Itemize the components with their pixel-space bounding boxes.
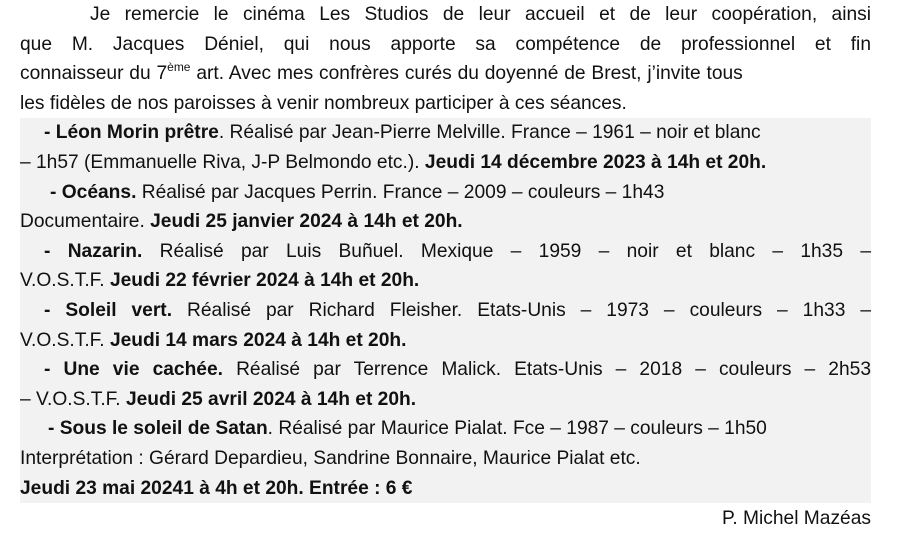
film-title: Sous le soleil de Satan [59,418,268,440]
screening-date: Jeudi 14 mars 2024 à 14h et 20h. [109,329,407,351]
intro-line-1 [20,0,871,30]
film-entry-line [20,148,871,178]
list-dash: - [48,418,60,440]
film-entry-line [20,414,871,444]
film-entry-line [20,178,871,208]
intro-line-3 [20,59,871,89]
intro-text: Je remercie le cinéma Les Studios de leur accueil et de leur coopération, ainsi [90,4,871,25]
film-entry-line [20,474,871,504]
film-entry-line [20,326,871,356]
list-dash: - [44,122,56,144]
film-entry-line [20,266,871,296]
intro-text: les fidèles de nos paroisses à venir nombreux participer à ces séances. [20,92,627,114]
film-entry-line [20,118,871,148]
list-dash: - [44,299,66,321]
film-title: Une vie cachée. [63,359,223,381]
film-entry-line [20,207,871,237]
film-description: Réalisé par Jacques Perrin. France – 2009 – couleurs – 1h43 [136,181,665,203]
film-description: . Réalisé par Maurice Pialat. Fce – 1987 – couleurs – 1h50 [267,418,767,440]
list-dash: - [44,240,68,262]
film-description: – V.O.S.T.F. [20,388,126,410]
list-dash: - [44,359,64,381]
document-body [20,0,871,503]
film-description: Documentaire. [20,211,151,233]
film-entry-line [20,385,871,415]
film-entry-line [20,296,871,326]
superscript: ème [167,60,191,75]
film-entry-line [20,237,871,267]
film-title: Océans. [61,181,137,203]
film-description: V.O.S.T.F. [20,270,110,292]
list-dash: - [50,181,62,203]
screening-date: Jeudi 14 décembre 2023 à 14h et 20h. [424,151,767,173]
film-description: . Réalisé par Jean-Pierre Melville. France – 1961 – noir et blanc [218,122,761,144]
film-title: Léon Morin prêtre [55,122,219,144]
signature: P. Michel Mazéas [722,508,871,529]
film-description: Interprétation : Gérard Depardieu, Sandrine Bonnaire, Maurice Pialat etc. [20,447,641,469]
film-entry-line [20,355,871,385]
screening-date: Jeudi 22 février 2024 à 14h et 20h. [109,270,420,292]
film-description: V.O.S.T.F. [20,329,110,351]
film-description: Réalisé par Richard Fleisher. Etats-Unis – 1973 – couleurs – 1h33 – [172,299,872,321]
intro-line-2 [20,30,871,60]
film-description: – 1h57 (Emmanuelle Riva, J-P Belmondo etc.). [20,151,425,173]
screening-date: Jeudi 23 mai 20241 à 4h et 20h. Entrée : 6 € [20,477,413,499]
film-entry-line [20,444,871,474]
film-description: Réalisé par Luis Buñuel. Mexique – 1959 – noir et blanc – 1h35 – [142,240,871,262]
intro-line-4 [20,89,871,119]
intro-text: art. Avec mes confrères curés du doyenné de Brest, j’invite tous [190,63,743,85]
film-title: Nazarin. [67,240,143,262]
film-description: Réalisé par Terrence Malick. Etats-Unis – 2018 – couleurs – 2h53 [222,359,871,381]
screening-date: Jeudi 25 avril 2024 à 14h et 20h. [125,388,417,410]
screening-date: Jeudi 25 janvier 2024 à 14h et 20h. [150,211,463,233]
intro-text: connaisseur du 7 [20,63,168,85]
film-title: Soleil vert. [65,299,173,321]
intro-text: que M. Jacques Déniel, qui nous apporte sa compétence de professionnel et fin [20,33,871,55]
